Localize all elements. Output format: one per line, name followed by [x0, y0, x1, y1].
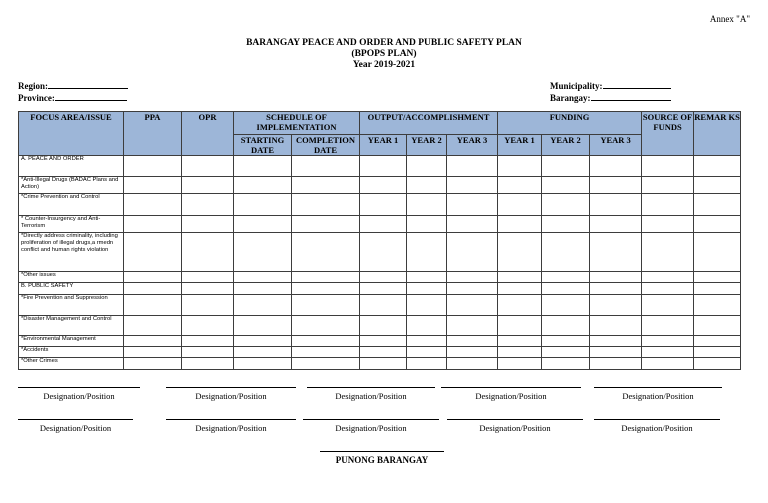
empty-cell	[292, 177, 360, 194]
empty-cell	[360, 272, 407, 283]
empty-cell	[407, 194, 447, 216]
signature-1-2	[166, 387, 296, 401]
title-line-3: Year 2019-2021	[352, 60, 416, 70]
empty-cell	[234, 272, 292, 283]
focus-area-cell: B. PUBLIC SAFETY	[19, 283, 124, 295]
empty-cell	[590, 358, 642, 370]
signature-1-5	[594, 387, 722, 401]
table-row	[19, 358, 741, 370]
punong-barangay-signature	[320, 451, 444, 465]
empty-cell	[292, 295, 360, 316]
empty-cell	[234, 336, 292, 347]
empty-cell	[234, 347, 292, 358]
empty-cell	[292, 272, 360, 283]
barangay-label: Barangay:	[550, 93, 591, 103]
empty-cell	[124, 177, 182, 194]
focus-area-cell: A. PEACE AND ORDER	[19, 156, 124, 177]
empty-cell	[360, 177, 407, 194]
empty-cell	[360, 347, 407, 358]
empty-cell	[590, 216, 642, 233]
empty-cell	[542, 316, 590, 336]
empty-cell	[182, 336, 234, 347]
annex-label: Annex "A"	[709, 14, 750, 24]
empty-cell	[694, 283, 741, 295]
empty-cell	[642, 177, 694, 194]
empty-cell	[292, 358, 360, 370]
empty-cell	[407, 347, 447, 358]
signature-label: Designation/Position	[621, 423, 693, 433]
empty-cell	[124, 336, 182, 347]
empty-cell	[292, 156, 360, 177]
barangay-blank	[591, 92, 671, 101]
empty-cell	[694, 347, 741, 358]
signature-label: Designation/Position	[335, 391, 407, 401]
signature-label: Designation/Position	[195, 391, 267, 401]
empty-cell	[182, 316, 234, 336]
header-ppa: PPA	[124, 112, 182, 156]
empty-cell	[642, 295, 694, 316]
focus-area-cell: *Environmental Management	[19, 336, 124, 347]
empty-cell	[292, 347, 360, 358]
empty-cell	[292, 216, 360, 233]
empty-cell	[498, 358, 542, 370]
empty-cell	[182, 156, 234, 177]
empty-cell	[642, 233, 694, 272]
empty-cell	[447, 233, 498, 272]
empty-cell	[407, 336, 447, 347]
empty-cell	[694, 233, 741, 272]
empty-cell	[590, 233, 642, 272]
empty-cell	[124, 194, 182, 216]
region-field	[18, 80, 128, 92]
table-row	[19, 233, 741, 272]
signature-label: Designation/Position	[43, 391, 115, 401]
empty-cell	[182, 194, 234, 216]
focus-area-cell: *Other issues	[19, 272, 124, 283]
empty-cell	[498, 295, 542, 316]
empty-cell	[590, 177, 642, 194]
empty-cell	[447, 272, 498, 283]
empty-cell	[360, 216, 407, 233]
header-output-year1: YEAR 1	[360, 135, 407, 156]
empty-cell	[124, 295, 182, 316]
empty-cell	[642, 283, 694, 295]
empty-cell	[447, 358, 498, 370]
empty-cell	[542, 358, 590, 370]
focus-area-cell: *Accidents	[19, 347, 124, 358]
empty-cell	[498, 316, 542, 336]
empty-cell	[694, 358, 741, 370]
empty-cell	[694, 316, 741, 336]
empty-cell	[447, 336, 498, 347]
header-starting-date: STARTING DATE	[234, 135, 292, 156]
empty-cell	[498, 177, 542, 194]
table-row	[19, 295, 741, 316]
signature-2-5	[594, 419, 720, 433]
municipality-blank	[603, 80, 671, 89]
empty-cell	[642, 358, 694, 370]
empty-cell	[292, 194, 360, 216]
focus-area-cell: *Crime Prevention and Control	[19, 194, 124, 216]
empty-cell	[590, 194, 642, 216]
signature-label: Designation/Position	[622, 391, 694, 401]
empty-cell	[542, 336, 590, 347]
empty-cell	[360, 295, 407, 316]
empty-cell	[694, 216, 741, 233]
province-label: Province:	[18, 93, 55, 103]
empty-cell	[542, 216, 590, 233]
header-schedule: SCHEDULE OF IMPLEMENTATION	[234, 112, 360, 135]
empty-cell	[124, 156, 182, 177]
empty-cell	[234, 194, 292, 216]
empty-cell	[182, 272, 234, 283]
empty-cell	[234, 295, 292, 316]
header-opr: OPR	[182, 112, 234, 156]
signature-1-1	[18, 387, 140, 401]
empty-cell	[498, 156, 542, 177]
empty-cell	[182, 358, 234, 370]
title-line-2: (BPOPS PLAN)	[351, 49, 417, 59]
focus-area-cell: *Other Crimes	[19, 358, 124, 370]
table-row	[19, 216, 741, 233]
empty-cell	[498, 194, 542, 216]
table-row	[19, 177, 741, 194]
empty-cell	[234, 358, 292, 370]
municipality-label: Municipality:	[550, 81, 603, 91]
focus-area-cell: *Fire Prevention and Suppression	[19, 295, 124, 316]
empty-cell	[182, 283, 234, 295]
empty-cell	[542, 272, 590, 283]
document-title	[0, 38, 768, 71]
table-row	[19, 156, 741, 177]
empty-cell	[542, 347, 590, 358]
table-row	[19, 336, 741, 347]
empty-cell	[498, 272, 542, 283]
empty-cell	[642, 347, 694, 358]
empty-cell	[542, 233, 590, 272]
table-row	[19, 316, 741, 336]
empty-cell	[407, 216, 447, 233]
empty-cell	[542, 194, 590, 216]
empty-cell	[447, 194, 498, 216]
signature-2-2	[166, 419, 296, 433]
empty-cell	[360, 358, 407, 370]
empty-cell	[292, 233, 360, 272]
empty-cell	[694, 177, 741, 194]
table-row	[19, 194, 741, 216]
empty-cell	[182, 233, 234, 272]
header-output-year2: YEAR 2	[407, 135, 447, 156]
municipality-barangay-block	[550, 80, 671, 104]
empty-cell	[407, 156, 447, 177]
header-focus: FOCUS AREA/ISSUE	[19, 112, 124, 156]
table-row	[19, 283, 741, 295]
empty-cell	[694, 272, 741, 283]
empty-cell	[498, 233, 542, 272]
empty-cell	[124, 233, 182, 272]
empty-cell	[542, 177, 590, 194]
empty-cell	[447, 283, 498, 295]
region-label: Region:	[18, 81, 48, 91]
table-row	[19, 272, 741, 283]
empty-cell	[234, 156, 292, 177]
empty-cell	[642, 156, 694, 177]
empty-cell	[407, 295, 447, 316]
signature-2-1	[18, 419, 133, 433]
punong-barangay-label: PUNONG BARANGAY	[335, 455, 429, 465]
empty-cell	[407, 177, 447, 194]
province-field	[18, 92, 128, 104]
signature-label: Designation/Position	[39, 423, 112, 433]
empty-cell	[292, 316, 360, 336]
signature-2-3	[303, 419, 439, 433]
empty-cell	[407, 233, 447, 272]
empty-cell	[542, 295, 590, 316]
empty-cell	[642, 194, 694, 216]
empty-cell	[234, 216, 292, 233]
empty-cell	[407, 283, 447, 295]
empty-cell	[447, 216, 498, 233]
empty-cell	[360, 233, 407, 272]
empty-cell	[590, 272, 642, 283]
focus-area-cell: *Anti-Illegal Drugs (BADAC Plans and Action)	[19, 177, 124, 194]
header-source: SOURCE OF FUNDS	[642, 112, 694, 156]
header-funding-year2: YEAR 2	[542, 135, 590, 156]
empty-cell	[124, 216, 182, 233]
empty-cell	[292, 336, 360, 347]
signature-1-3	[307, 387, 435, 401]
header-output-year3: YEAR 3	[447, 135, 498, 156]
table-body	[19, 156, 741, 370]
empty-cell	[542, 283, 590, 295]
header-funding: FUNDING	[498, 112, 642, 135]
province-blank	[55, 92, 127, 101]
empty-cell	[694, 194, 741, 216]
region-province-block	[18, 80, 128, 104]
empty-cell	[447, 177, 498, 194]
empty-cell	[447, 156, 498, 177]
empty-cell	[182, 177, 234, 194]
empty-cell	[360, 156, 407, 177]
empty-cell	[360, 336, 407, 347]
empty-cell	[590, 347, 642, 358]
signature-label: Designation/Position	[335, 423, 407, 433]
barangay-field	[550, 92, 671, 104]
empty-cell	[590, 156, 642, 177]
empty-cell	[124, 316, 182, 336]
empty-cell	[234, 177, 292, 194]
signature-1-4	[441, 387, 581, 401]
empty-cell	[642, 336, 694, 347]
empty-cell	[542, 156, 590, 177]
empty-cell	[182, 295, 234, 316]
signature-2-4	[447, 419, 583, 433]
empty-cell	[498, 216, 542, 233]
empty-cell	[360, 283, 407, 295]
empty-cell	[498, 347, 542, 358]
empty-cell	[407, 316, 447, 336]
empty-cell	[124, 283, 182, 295]
empty-cell	[447, 347, 498, 358]
empty-cell	[234, 283, 292, 295]
empty-cell	[124, 272, 182, 283]
title-line-1: BARANGAY PEACE AND ORDER AND PUBLIC SAFETY PLAN	[246, 38, 522, 48]
empty-cell	[590, 316, 642, 336]
table-row	[19, 347, 741, 358]
header-funding-year1: YEAR 1	[498, 135, 542, 156]
header-remarks: REMAR KS	[694, 112, 741, 156]
empty-cell	[590, 295, 642, 316]
region-blank	[48, 80, 128, 89]
municipality-field	[550, 80, 671, 92]
empty-cell	[234, 316, 292, 336]
empty-cell	[182, 347, 234, 358]
focus-area-cell: *Disaster Management and Control	[19, 316, 124, 336]
empty-cell	[407, 272, 447, 283]
focus-area-cell: * Counter-Insurgency and Anti-Terrorism	[19, 216, 124, 233]
empty-cell	[498, 283, 542, 295]
empty-cell	[292, 283, 360, 295]
focus-area-cell: *Directly address criminality, including proliferation of illegal drugs,a rmedn conflict and human rights violation	[19, 233, 124, 272]
empty-cell	[642, 272, 694, 283]
empty-cell	[124, 347, 182, 358]
empty-cell	[124, 358, 182, 370]
bpops-table	[18, 111, 741, 370]
empty-cell	[694, 156, 741, 177]
empty-cell	[360, 194, 407, 216]
signature-label: Designation/Position	[479, 423, 551, 433]
empty-cell	[498, 336, 542, 347]
empty-cell	[590, 336, 642, 347]
empty-cell	[642, 316, 694, 336]
empty-cell	[234, 233, 292, 272]
header-funding-year3: YEAR 3	[590, 135, 642, 156]
empty-cell	[447, 295, 498, 316]
empty-cell	[360, 316, 407, 336]
empty-cell	[407, 358, 447, 370]
header-completion-date: COMPLETION DATE	[292, 135, 360, 156]
empty-cell	[447, 316, 498, 336]
empty-cell	[694, 295, 741, 316]
empty-cell	[642, 216, 694, 233]
empty-cell	[590, 283, 642, 295]
empty-cell	[694, 336, 741, 347]
empty-cell	[182, 216, 234, 233]
header-output: OUTPUT/ACCOMPLISHMENT	[360, 112, 498, 135]
signature-label: Designation/Position	[475, 391, 547, 401]
signature-label: Designation/Position	[195, 423, 267, 433]
